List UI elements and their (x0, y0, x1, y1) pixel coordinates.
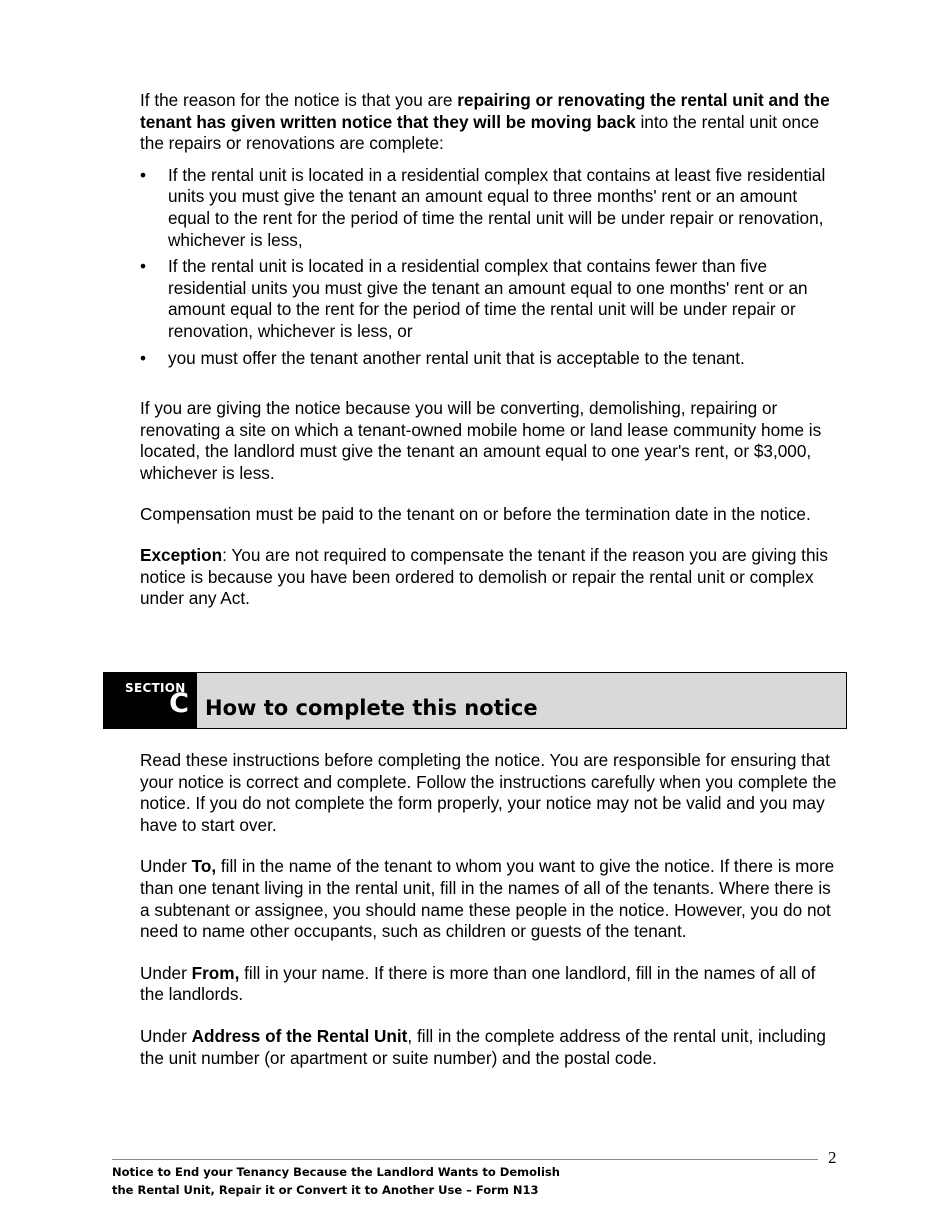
footer-divider (112, 1159, 818, 1160)
instructions-content (140, 750, 840, 1069)
to-text-1: Under (140, 856, 192, 877)
address-text-2: , fill in the complete address of the rental unit, including the unit number (or apartment or suite number) and the postal code. (140, 1025, 826, 1068)
upper-content (140, 90, 840, 610)
read-instructions-paragraph: Read these instructions before completing the notice. You are responsible for ensuring that your notice is correct and complete. Follow the instructions carefully when you complete the notice. If you do not complete the form properly, your notice may not be valid and you may have to start over. (140, 750, 837, 835)
page-number: 2 (828, 1148, 837, 1167)
mobile-home-paragraph: If you are giving the notice because you will be converting, demolishing, repairing or renovating a site on which a tenant-owned mobile home or land lease community home is located, the landlord must give the tenant an amount equal to one year's rent, or $3,000, whichever is less. (140, 398, 822, 483)
list-item (140, 348, 840, 370)
address-instructions-paragraph (140, 1026, 840, 1069)
intro-text-1: If the reason for the notice is that you are (140, 90, 458, 110)
section-title: How to complete this notice (205, 696, 538, 720)
exception-text: : You are not required to compensate the tenant if the reason you are giving this notice is because you have been ordered to demolish or repair the rental unit or complex under any Act. (140, 545, 828, 609)
from-text-1: Under (140, 962, 192, 983)
section-tab (104, 673, 197, 728)
section-letter: C (169, 688, 189, 719)
bullet-icon: • (140, 164, 147, 185)
to-text-2: fill in the name of the tenant to whom you want to give the notice. If there is more than one tenant living in the rental unit, fill in the names of all of the tenants. Where there is a subtenant or assignee, you should name these people in the notice. However, you do not need to name other occupants, such as children or guests of the tenant. (140, 856, 835, 942)
from-text-2: fill in your name. If there is more than one landlord, fill in the names of all of the landlords. (140, 962, 816, 1005)
section-c-header (103, 672, 847, 729)
bullet-text: If the rental unit is located in a residential complex that contains fewer than five residential units you must give the tenant an amount equal to one months' rent or an amount equal to the rent for the period of time the rental unit will be under repair or renovation, whichever is less, or (168, 256, 808, 341)
address-text-1: Under (140, 1025, 192, 1046)
exception-paragraph (140, 545, 840, 610)
footer-form-title (112, 1163, 560, 1199)
section-word: SECTION (125, 681, 186, 695)
bullet-text: you must offer the tenant another rental unit that is acceptable to the tenant. (168, 347, 745, 368)
exception-label: Exception (140, 545, 223, 566)
from-instructions-paragraph (140, 963, 840, 1006)
footer-line-2: the Rental Unit, Repair it or Convert it to Another Use – Form N13 (112, 1183, 539, 1197)
list-item (140, 256, 840, 342)
from-bold: From, (191, 962, 240, 983)
bullet-icon: • (140, 347, 147, 368)
bullet-text: If the rental unit is located in a residential complex that contains at least five residential units you must give the tenant an amount equal to three months' rent or an amount equal to the rent for the period of time the rental unit will be under repair or renovation, whichever is less, (168, 164, 826, 250)
list-item (140, 165, 840, 251)
to-instructions-paragraph (140, 856, 840, 942)
compensation-bullet-list (140, 165, 840, 369)
to-bold: To, (191, 856, 217, 877)
intro-paragraph (140, 90, 840, 155)
compensation-paragraph: Compensation must be paid to the tenant on or before the termination date in the notice. (140, 503, 811, 524)
footer-line-1: Notice to End your Tenancy Because the Landlord Wants to Demolish (112, 1165, 560, 1179)
bullet-icon: • (140, 256, 147, 277)
intro-text-2: into the rental unit once the repairs or renovations are complete: (140, 111, 820, 154)
address-bold: Address of the Rental Unit (191, 1025, 408, 1046)
intro-bold: repairing or renovating the rental unit and the tenant has given written notice that they will be moving back (140, 90, 830, 132)
